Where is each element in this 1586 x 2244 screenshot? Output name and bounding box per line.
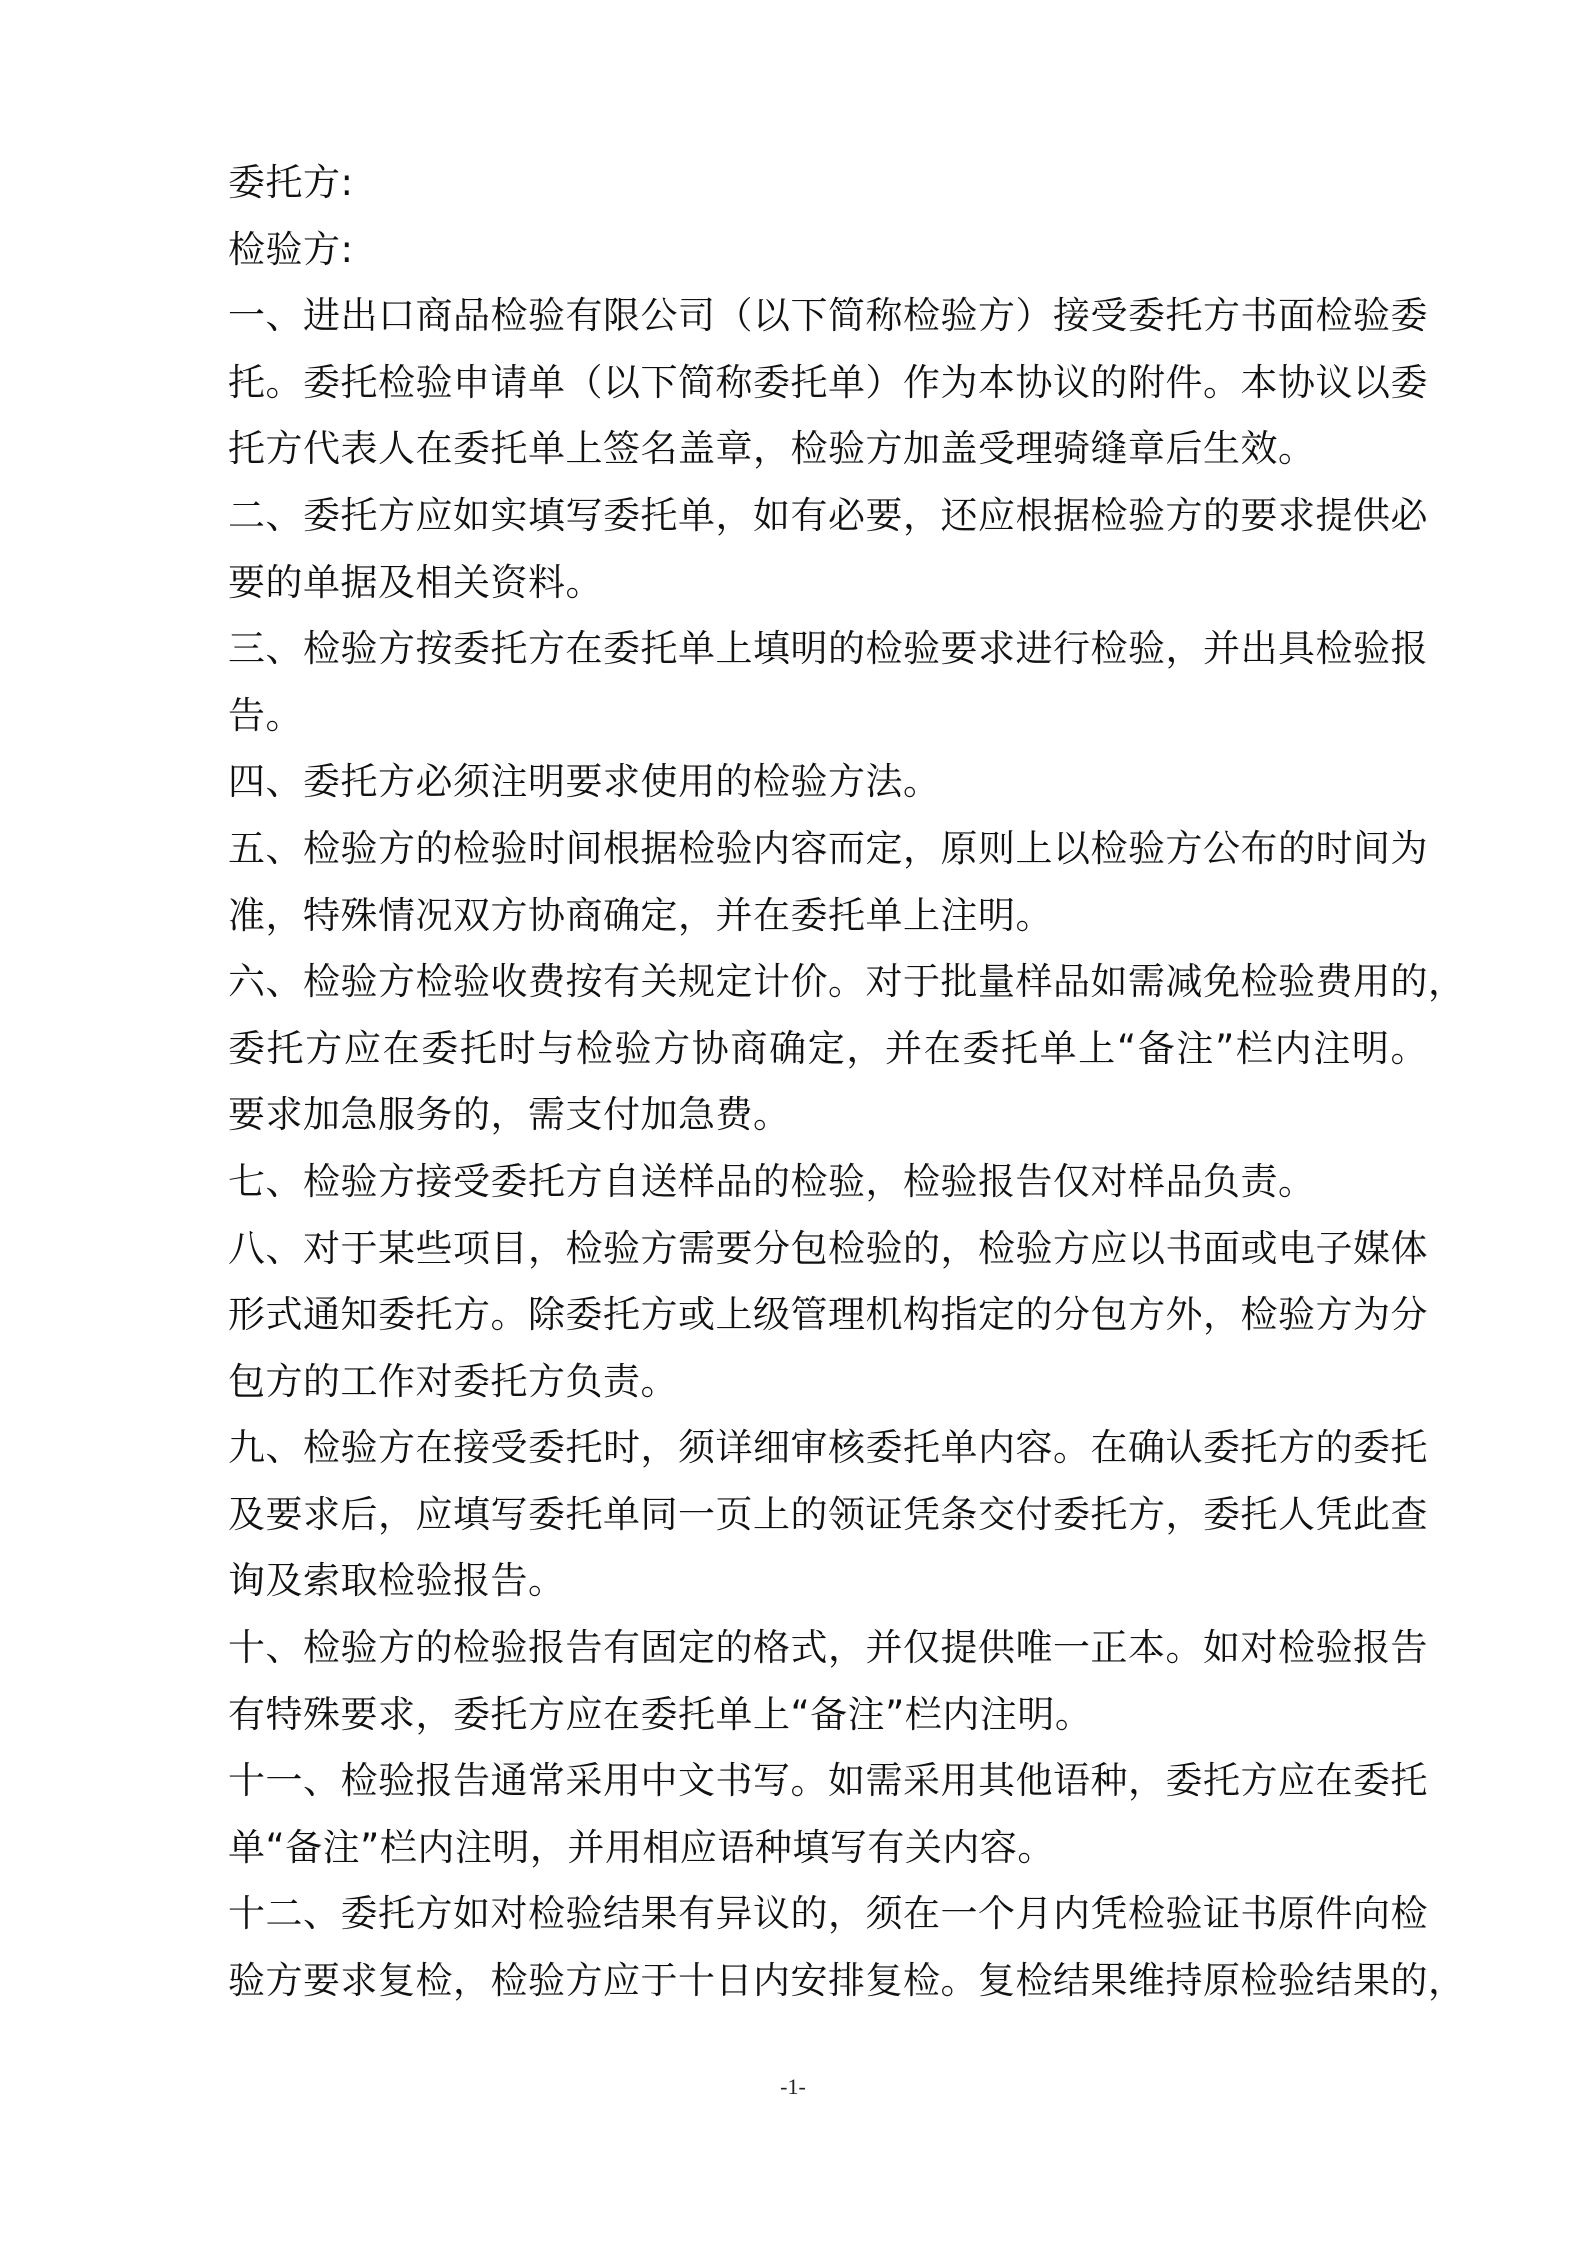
text-line: 验方要求复检，检验方应于十日内安排复检。复检结果维持原检验结果的， <box>228 1959 1466 2003</box>
text-line: 六、检验方检验收费按有关规定计价。对于批量样品如需减免检验费用的， <box>228 960 1466 1004</box>
text-line: 要的单据及相关资料。 <box>228 560 603 604</box>
text-line: 准，特殊情况双方协商确定，并在委托单上注明。 <box>228 893 1053 937</box>
text-line: 一、进出口商品检验有限公司（以下简称检验方）接受委托方书面检验委 <box>228 294 1428 338</box>
text-line: 八、对于某些项目，检验方需要分包检验的，检验方应以书面或电子媒体 <box>228 1226 1428 1270</box>
text-line: 询及索取检验报告。 <box>228 1559 566 1603</box>
text-line: 委托方: <box>228 161 354 204</box>
text-line: 检验方: <box>228 227 354 271</box>
text-line: 委托方应在委托时与检验方协商确定，并在委托单上“备注”栏内注明。 <box>228 1026 1428 1070</box>
text-line: 三、检验方按委托方在委托单上填明的检验要求进行检验，并出具检验报 <box>228 627 1428 671</box>
page-number: -1- <box>780 2074 806 2099</box>
text-line: 十一、检验报告通常采用中文书写。如需采用其他语种，委托方应在委托 <box>228 1759 1428 1803</box>
document-body <box>228 150 1466 2015</box>
text-line: 四、委托方必须注明要求使用的检验方法。 <box>228 760 941 804</box>
text-line: 有特殊要求，委托方应在委托单上“备注”栏内注明。 <box>228 1692 1093 1736</box>
text-line: 托。委托检验申请单（以下简称委托单）作为本协议的附件。本协议以委 <box>228 360 1428 404</box>
text-line: 二、委托方应如实填写委托单，如有必要，还应根据检验方的要求提供必 <box>228 493 1428 537</box>
text-line: 形式通知委托方。除委托方或上级管理机构指定的分包方外，检验方为分 <box>228 1293 1428 1337</box>
text-line: 托方代表人在委托单上签名盖章，检验方加盖受理骑缝章后生效。 <box>228 427 1316 471</box>
text-line: 九、检验方在接受委托时，须详细审核委托单内容。在确认委托方的委托 <box>228 1426 1428 1470</box>
text-line: 告。 <box>228 693 303 737</box>
text-line: 七、检验方接受委托方自送样品的检验，检验报告仅对样品负责。 <box>228 1159 1316 1203</box>
text-line: 单“备注”栏内注明，并用相应语种填写有关内容。 <box>228 1825 1055 1869</box>
text-line: 五、检验方的检验时间根据检验内容而定，原则上以检验方公布的时间为 <box>228 826 1428 870</box>
text-line: 包方的工作对委托方负责。 <box>228 1359 678 1403</box>
text-line: 及要求后，应填写委托单同一页上的领证凭条交付委托方，委托人凭此查 <box>228 1492 1428 1536</box>
text-line: 十二、委托方如对检验结果有异议的，须在一个月内凭检验证书原件向检 <box>228 1892 1428 1936</box>
text-line: 要求加急服务的，需支付加急费。 <box>228 1093 791 1137</box>
text-line: 十、检验方的检验报告有固定的格式，并仅提供唯一正本。如对检验报告 <box>228 1626 1428 1670</box>
